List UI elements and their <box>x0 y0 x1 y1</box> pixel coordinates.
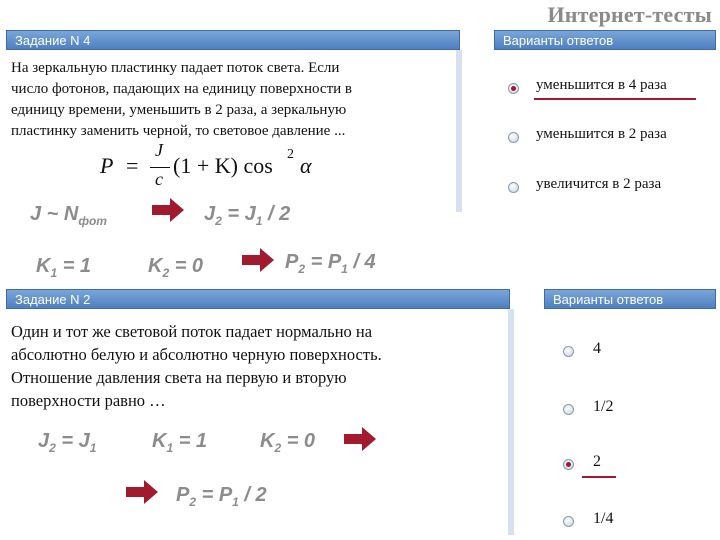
task2-question-line: Один и тот же световой поток падает нормально на <box>11 322 373 341</box>
note-k2: $K_2 = 0$ <box>148 255 204 280</box>
task2-question-line: поверхности равно … <box>11 391 166 410</box>
task1-title: Задание N 4 <box>15 33 91 48</box>
formula-numerator: J <box>155 140 163 160</box>
selected-answer-underline <box>582 476 616 478</box>
task1-option-radio-1[interactable] <box>508 83 519 94</box>
formula-fraction-bar <box>150 167 170 168</box>
task2-option-radio-2[interactable] <box>563 404 574 415</box>
formula-lhs: P <box>100 153 114 178</box>
task2-option-3[interactable]: 2 <box>593 453 601 470</box>
note-j2: $J_2 = J_1 / 2$ <box>204 203 291 228</box>
task1-question-line: На зеркальную пластинку падает поток света. Если <box>11 60 340 76</box>
note-j-prop: J ~ $N_{фот}$ <box>30 203 107 228</box>
task2-question-line: Отношение давления света на первую и вторую <box>11 368 347 387</box>
task2-header <box>6 289 510 309</box>
task1-question-line: пластинку заменить черной, то световое давление ... <box>11 123 346 139</box>
formula-exponent: 2 <box>287 147 294 162</box>
note2-p2: $P_2 = P_1 / 2$ <box>176 484 267 509</box>
task1-question <box>11 58 352 142</box>
task2-answers-header <box>544 289 716 309</box>
right-arrow-icon <box>126 480 158 504</box>
task1-option-radio-2[interactable] <box>508 132 519 143</box>
task2-option-1[interactable]: 4 <box>593 340 601 357</box>
task2-question <box>11 320 382 412</box>
task1-scrollbar[interactable] <box>456 50 462 212</box>
task1-question-line: число фотонов, падающих на единицу поверхности в <box>11 81 353 97</box>
task1-option-3[interactable]: увеличится в 2 раза <box>536 176 662 192</box>
selected-answer-underline <box>534 98 696 100</box>
task1-answers-header <box>494 30 716 50</box>
task2-option-radio-3[interactable] <box>563 459 574 470</box>
task2-option-radio-1[interactable] <box>563 346 574 357</box>
task1-option-radio-3[interactable] <box>508 182 519 193</box>
task1-option-2[interactable]: уменьшится в 2 раза <box>536 126 667 142</box>
task2-answers-title: Варианты ответов <box>553 292 664 307</box>
task2-question-line: абсолютно белую и абсолютно черную поверхность. <box>11 345 382 364</box>
site-title: Интернет-тесты <box>547 2 712 27</box>
note2-k2: $K_2 = 0$ <box>260 430 316 455</box>
note2-j2: $J_2 = J_1$ <box>38 430 97 455</box>
right-arrow-icon <box>152 198 184 222</box>
task2-title: Задание N 2 <box>15 292 91 307</box>
task1-answers-title: Варианты ответов <box>503 33 614 48</box>
task2-option-4[interactable]: 1/4 <box>593 510 614 527</box>
task2-option-2[interactable]: 1/2 <box>593 398 614 415</box>
formula-alpha: α <box>300 153 312 178</box>
right-arrow-icon <box>344 427 376 451</box>
note2-k1: $K_1 = 1$ <box>152 430 208 455</box>
note-p2: $P_2 = P_1 / 4$ <box>285 251 376 276</box>
task1-option-1[interactable]: уменьшится в 4 раза <box>536 77 667 93</box>
task1-formula <box>100 140 330 198</box>
task2-scrollbar[interactable] <box>508 309 514 535</box>
right-arrow-icon <box>242 248 274 272</box>
formula-factor: (1 + K) cos <box>173 153 273 178</box>
task1-question-line: единицу времени, уменьшить в 2 раза, а зеркальную <box>11 102 347 118</box>
note-k1: $K_1 = 1$ <box>36 255 92 280</box>
task2-option-radio-4[interactable] <box>563 516 574 527</box>
formula-denominator: c <box>155 169 163 189</box>
formula-eq: = <box>126 153 139 178</box>
task1-header <box>6 30 460 50</box>
